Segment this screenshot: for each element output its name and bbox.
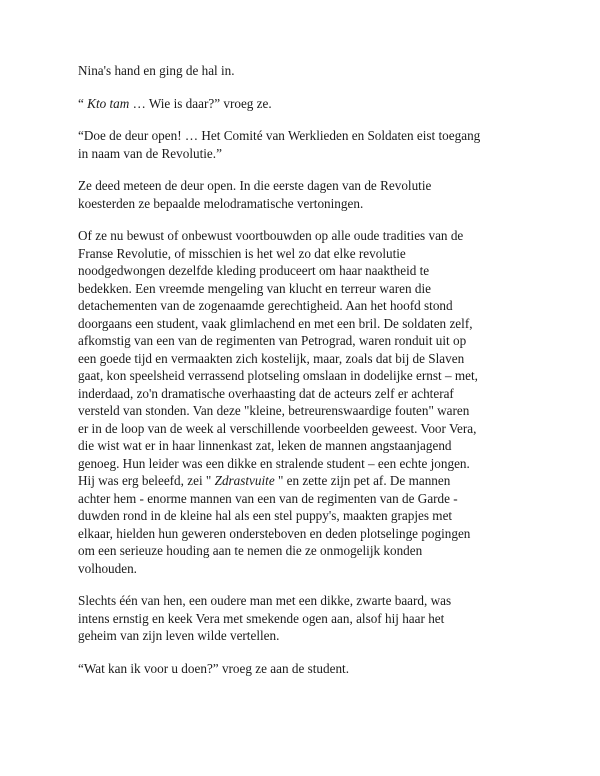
text-line: intens ernstig en keek Vera met smekende ogen aan, alsof hij haar het <box>78 610 445 626</box>
paragraph-4 <box>78 177 538 212</box>
text-line <box>78 95 538 113</box>
text-line: achter hem - enorme mannen van een van de regimenten van de Garde - <box>78 490 458 506</box>
text-line <box>78 472 538 490</box>
russian-phrase-kto-tam: Kto tam <box>87 95 130 111</box>
paragraph-7 <box>78 660 538 678</box>
text-line: duwden rond in de kleine hal als een stel puppy's, maakten grapjes met <box>78 508 453 523</box>
text-line: Slechts één van hen, een oudere man met een dikke, zwarte baard, was <box>78 593 452 608</box>
text-line: afkomstig van een van de regimenten van Petrograd, waren ronduit uit op <box>78 333 467 348</box>
text-line: koesterden ze bepaalde melodramatische vertoningen. <box>78 195 364 211</box>
paragraph-2 <box>78 95 538 113</box>
question-rest: … Wie is daar?” vroeg ze. <box>132 95 272 111</box>
text-line: Ze deed meteen de deur open. In die eerste dagen van de Revolutie <box>78 178 432 193</box>
text-line: detachementen van de zogenaamde gerechtigheid. Aan het hoofd stond <box>78 298 453 313</box>
text-line: “Doe de deur open! … Het Comité van Werklieden en Soldaten eist toegang <box>78 128 481 143</box>
paragraph-1 <box>78 62 538 80</box>
document-page <box>78 62 538 692</box>
text-line: elkaar, hielden hun geweren ondersteboven en deden plotselinge pogingen <box>78 525 471 541</box>
greeting-after: " en zette zijn pet af. De mannen <box>274 473 451 488</box>
text-line: bedekken. Een vreemde mengeling van klucht en terreur waren die <box>78 280 431 296</box>
greeting-before: Hij was erg beleefd, zei " <box>78 473 215 488</box>
text-line: gaat, kon speelsheid verrassend plotseling omslaan in dodelijke ernst – met, <box>78 368 478 383</box>
text-line: Franse Revolutie, of misschien is het wel zo dat elke revolutie <box>78 245 406 261</box>
text-line: versteld van stonden. Van deze "kleine, betreurenswaardige fouten" waren <box>78 403 470 418</box>
text-line: “Wat kan ik voor u doen?” vroeg ze aan de student. <box>78 660 350 676</box>
text-line: om een serieuze houding aan te nemen die ze onmogelijk konden <box>78 543 423 558</box>
text-line: inderdaad, zo'n dramatische overhaasting dat de acteurs zelf er achteraf <box>78 385 454 401</box>
paragraph-5 <box>78 227 538 577</box>
paragraph-3 <box>78 127 538 162</box>
text-line: een goede tijd en vermaakten zich kostelijk, maar, zoals dat bij de Slaven <box>78 350 465 366</box>
paragraph-6 <box>78 592 538 645</box>
text-line: genoeg. Hun leider was een dikke en stralende student – een echte jongen. <box>78 455 470 471</box>
text-line: noodgedwongen dezelfde kleding produceert om haar naaktheid te <box>78 263 430 278</box>
text-line: Of ze nu bewust of onbewust voortbouwden op alle oude tradities van de <box>78 228 464 243</box>
russian-phrase-zdrastvuite: Zdrastvuite <box>214 473 275 488</box>
open-quote: “ <box>78 95 84 111</box>
text-line: in naam van de Revolutie.” <box>78 145 222 161</box>
text-line: doorgaans een student, vaak glimlachend en met een bril. De soldaten zelf, <box>78 315 473 331</box>
text-line: die wist wat er in haar linnenkast zat, leken de mannen angstaanjagend <box>78 438 452 453</box>
text-line: geheim van zijn leven wilde vertellen. <box>78 628 280 643</box>
text-line: volhouden. <box>78 560 137 576</box>
text-line: er in de loop van de week al verschillende voorbeelden geweest. Voor Vera, <box>78 420 477 436</box>
text-line: Nina's hand en ging de hal in. <box>78 63 235 78</box>
